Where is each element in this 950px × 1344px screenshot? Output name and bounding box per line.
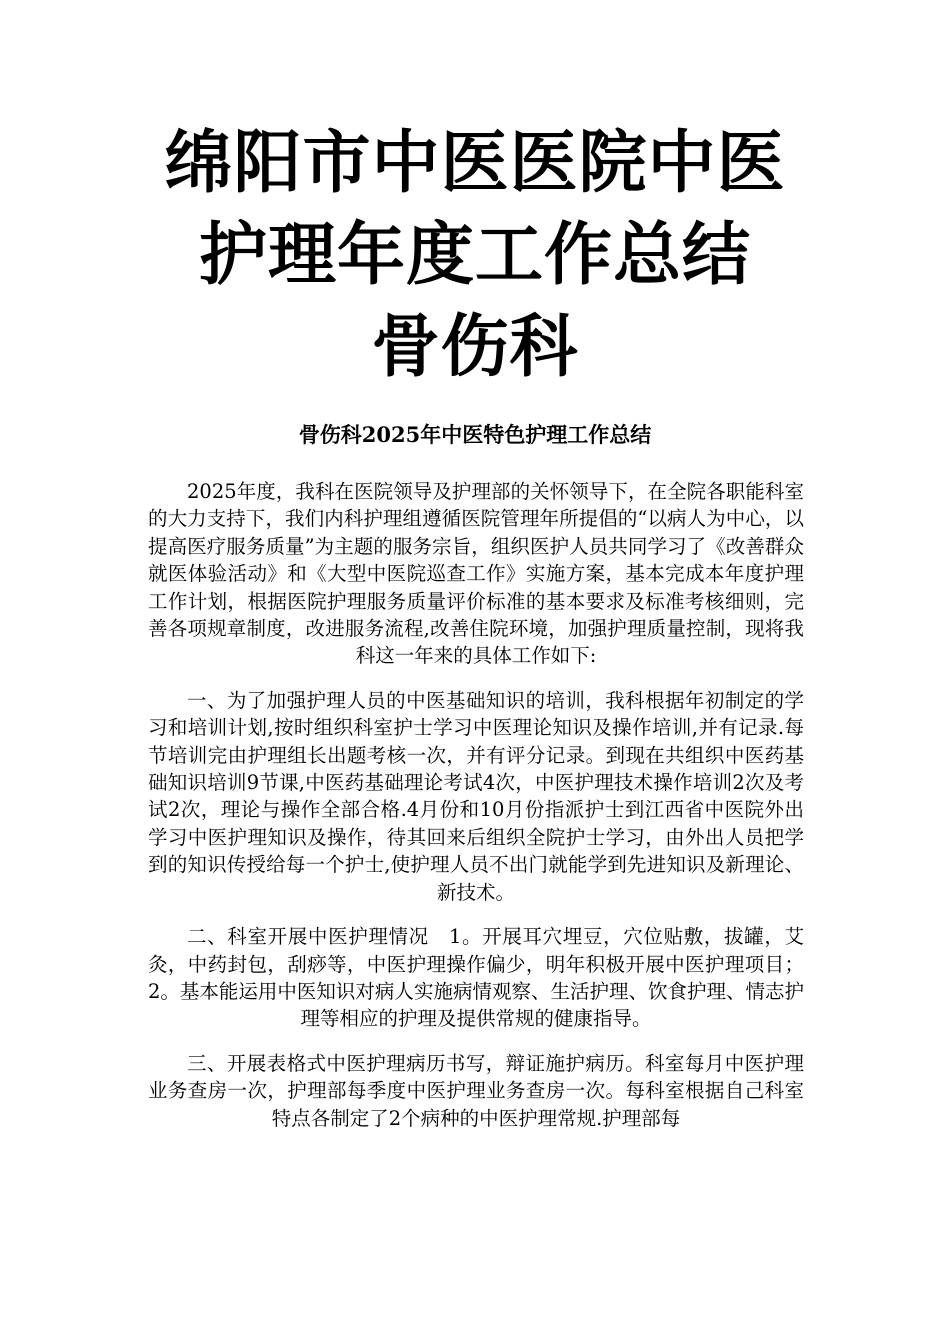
document-body xyxy=(148,478,804,1149)
paragraph-nursing-practice: 二、科室开展中医护理情况 1。开展耳穴埋豆，穴位贴敷，拔罐，艾灸，中药封包，刮痧等，中医护理操作偏少，明年积极开展中医护理项目；2。基本能运用中医知识对病人实施病情观察、生活护理、饮食护理、情志护理等相应的护理及提供常规的健康指导。 xyxy=(148,925,804,1031)
title-line-2: 护理年度工作总结 xyxy=(198,216,751,295)
document-title xyxy=(140,118,810,394)
title-line-3: 骨伤科 xyxy=(371,308,579,387)
paragraph-intro: 2025年度，我科在医院领导及护理部的关怀领导下，在全院各职能科室的大力支持下，我们内科护理组遵循医院管理年所提倡的“以病人为中心，以提高医疗服务质量”为主题的服务宗旨，组织医护人员共同学习了《改善群众就医体验活动》和《大型中医院巡查工作》实施方案，基本完成本年度护理工作计划，根据医院护理服务质量评价标准的基本要求及标准考核细则，完善各项规章制度，改进服务流程,改善住院环境，加强护理质量控制，现将我科这一年来的具体工作如下: xyxy=(148,480,804,668)
paragraph-records: 三、开展表格式中医护理病历书写，辩证施护病历。科室每月中医护理业务查房一次，护理部每季度中医护理业务查房一次。每科室根据自己科室特点各制定了2个病种的中医护理常规.护理部每 xyxy=(148,1051,804,1130)
document-subtitle: 骨伤科2025年中医特色护理工作总结 xyxy=(298,422,652,447)
title-line-1: 绵阳市中医医院中医 xyxy=(164,124,786,203)
paragraph-training: 一、为了加强护理人员的中医基础知识的培训，我科根据年初制定的学习和培训计划,按时组织科室护士学习中医理论知识及操作培训,并有记录.每节培训完由护理组长出题考核一次，并有评分记录。到现在共组织中医药基础知识培训9节课,中医药基础理论考试4次，中医护理技术操作培训2次及考试2次，理论与操作全部合格.4月份和10月份指派护士到江西省中医院外出学习中医护理知识及操作，待其回来后组织全院护士学习，由外出人员把学到的知识传授给每一个护士,使护理人员不出门就能学到先进知识及新理论、新技术。 xyxy=(148,688,804,904)
